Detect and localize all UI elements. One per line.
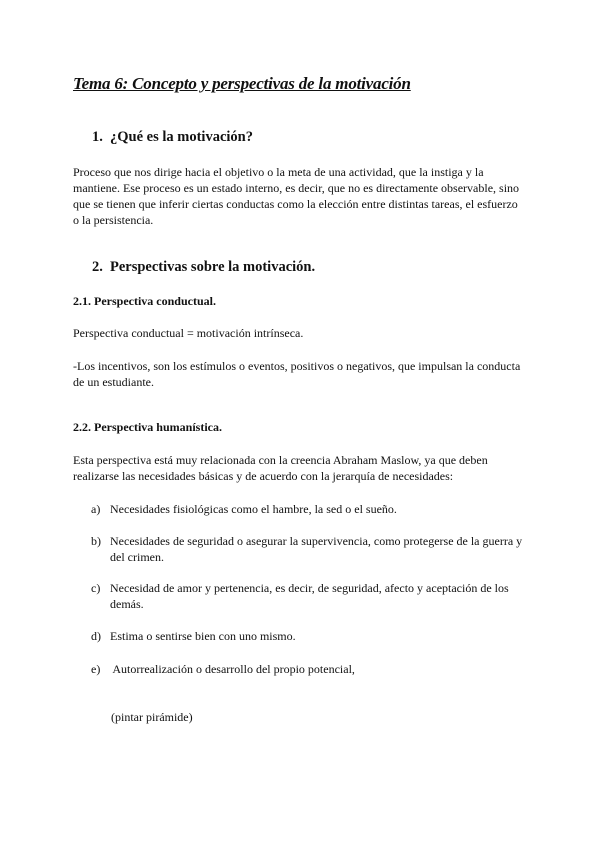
subsection-2-1-line [73, 325, 531, 341]
list-line: Necesidades fisiológicas como el hambre, la sed o el sueño. [110, 502, 397, 516]
paragraph-line: Perspectiva conductual = motivación intrínseca. [73, 326, 304, 340]
list-line: del crimen. [110, 550, 164, 564]
list-marker: b) [91, 534, 101, 548]
paragraph-line: que se tienen que inferir ciertas conductas como la elección entre distintas tareas, el esfuerzo [73, 197, 518, 211]
paragraph-line: Proceso que nos dirige hacia el objetivo o la meta de una actividad, que la instiga y la [73, 165, 484, 179]
list-marker: c) [91, 581, 101, 595]
section-1-heading [92, 129, 253, 146]
list-marker: d) [91, 629, 101, 643]
paragraph-line: -Los incentivos, son los estímulos o eventos, positivos o negativos, que impulsan la conducta [73, 359, 521, 373]
list-line: Estima o sentirse bien con uno mismo. [110, 629, 296, 643]
list-text [110, 580, 531, 612]
section-1-paragraph [73, 164, 531, 228]
section-1-number: 1. [92, 129, 103, 145]
list-line: Necesidades de seguridad o asegurar la supervivencia, como protegerse de la guerra y [110, 534, 523, 548]
list-marker: a) [91, 502, 101, 516]
paragraph-line: mantiene. Ese proceso es un estado interno, es decir, que no es directamente observable, sino [73, 181, 520, 195]
subsection-2-2-paragraph [73, 452, 531, 484]
list-text [110, 628, 531, 644]
list-text [110, 661, 531, 677]
list-marker: e) [91, 662, 101, 676]
paragraph-line: de un estudiante. [73, 375, 154, 389]
list-line: demás. [110, 597, 144, 611]
section-2-title: Perspectivas sobre la motivación. [110, 259, 316, 275]
subsection-2-2-heading: 2.2. Perspectiva humanística. [73, 420, 222, 434]
paragraph-line: Esta perspectiva está muy relacionada con la creencia Abraham Maslow, ya que deben [73, 453, 488, 467]
pyramid-note: (pintar pirámide) [111, 710, 193, 724]
list-text [110, 533, 531, 565]
subsection-2-1-heading: 2.1. Perspectiva conductual. [73, 294, 216, 308]
document-title: Tema 6: Concepto y perspectivas de la motivación [73, 74, 411, 93]
section-2-heading [92, 259, 315, 276]
subsection-2-1-paragraph [73, 358, 531, 390]
paragraph-line: o la persistencia. [73, 213, 154, 227]
list-line: Autorrealización o desarrollo del propio potencial, [110, 662, 355, 676]
section-1-title: ¿Qué es la motivación? [110, 129, 253, 145]
list-text [110, 501, 531, 517]
list-line: Necesidad de amor y pertenencia, es decir, de seguridad, afecto y aceptación de los [110, 581, 509, 595]
section-2-number: 2. [92, 259, 103, 275]
paragraph-line: realizarse las necesidades básicas y de acuerdo con la jerarquía de necesidades: [73, 469, 454, 483]
